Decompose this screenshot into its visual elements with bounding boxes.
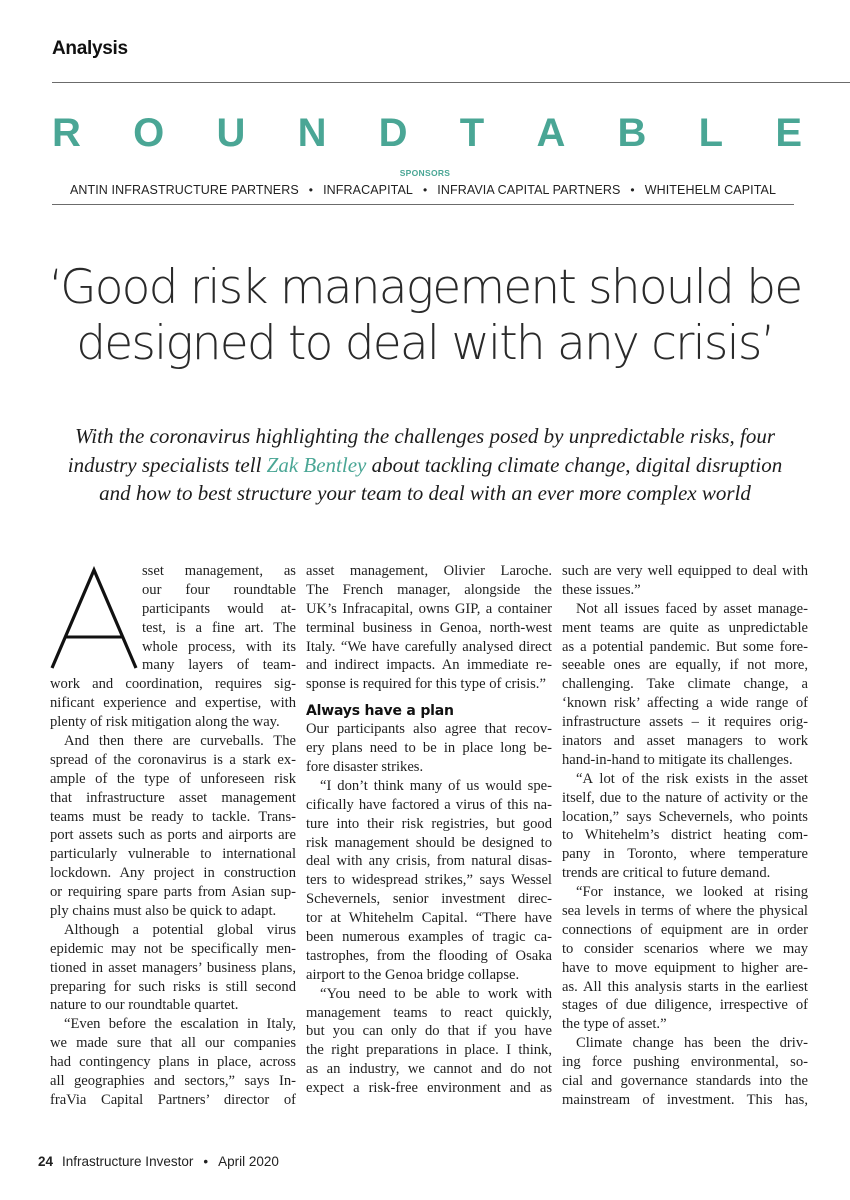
article-text-line: ing force pushing environmental, so- <box>562 1054 808 1071</box>
bullet-separator: • <box>203 1154 209 1169</box>
article-standfirst <box>30 422 820 508</box>
sponsors-label: SPONSORS <box>399 168 451 178</box>
standfirst-line: With the coronavirus highlighting the challenges posed by unpredictable risks, four <box>74 424 776 448</box>
article-text-line: management teams to react quickly, <box>306 1004 552 1021</box>
publication-name: Infrastructure Investor <box>62 1154 194 1169</box>
feature-title-letter: R <box>52 111 81 155</box>
top-divider <box>52 82 850 83</box>
article-text-line: to Whitehelm’s district heating com- <box>562 827 808 844</box>
article-text-line: participants would at- <box>142 600 296 617</box>
article-text-line: inators and asset managers to work <box>562 733 808 750</box>
standfirst-text: industry specialists tell <box>67 452 267 477</box>
article-column-2 <box>306 562 552 1098</box>
article-text-line: all geographies and sectors,” says In- <box>50 1073 296 1090</box>
article-text-line: nature to our roundtable quartet. <box>50 997 239 1014</box>
article-text-line: hand-in-hand to mitigate its challenges. <box>562 751 793 768</box>
article-text-line: work and coordination, requires sig- <box>50 676 296 693</box>
article-text-line: sea levels in terms of where the physical <box>562 903 808 920</box>
article-text-line: to consider scenarios where we may <box>562 940 808 957</box>
article-text-line: ery plans need to be in place long be- <box>306 740 552 757</box>
article-text-line: seeable ones are equally, if not more, <box>562 657 808 674</box>
article-headline <box>0 260 850 372</box>
feature-title-letter: A <box>536 111 566 155</box>
article-text-line: airport to the Genoa bridge collapse. <box>306 966 520 983</box>
article-text-line: whole process, with its <box>142 638 296 655</box>
article-text-line: asset management, Olivier Laroche. <box>306 563 552 579</box>
feature-title-letter: B <box>617 111 647 155</box>
article-text-line: tioned in asset managers’ business plans, <box>50 959 296 976</box>
article-text-line: ply chains must also be quick to adapt. <box>50 903 277 920</box>
article-text-line: mainstream of investment. This has, <box>562 1091 808 1108</box>
article-text-line: fore disaster strikes. <box>306 759 424 776</box>
standfirst-line: and how to best structure your team to deal with an ever more complex world <box>99 481 751 505</box>
article-text-line: particularly vulnerable to international <box>50 846 296 863</box>
article-text-line: sset management, as <box>142 563 296 579</box>
article-text-line: ters to widespread strikes,” says Wessel <box>306 872 552 889</box>
article-text-line: fraVia Capital Partners’ director of <box>50 1091 296 1108</box>
article-text-line: Although a potential global virus <box>64 921 296 938</box>
article-text-line: “For instance, we looked at rising <box>576 884 808 901</box>
article-text-line: itself, due to the nature of activity or the <box>562 789 808 806</box>
article-text-line: that infrastructure asset management <box>50 789 296 806</box>
article-text-line: the right preparations in place. I think, <box>306 1042 552 1059</box>
article-text-line: expect a risk-free environment and as <box>306 1080 552 1097</box>
article-text-line: as a potential pandemic. But some fore- <box>562 638 808 655</box>
article-text-line: Our participants also agree that recov- <box>306 721 552 738</box>
article-text-line: epidemic may not be specifically men- <box>50 940 296 957</box>
article-text-line: been numerous examples of tragic ca- <box>306 929 552 946</box>
bullet-separator: • <box>630 183 635 197</box>
article-text-line: nificant experience and expertise, with <box>50 695 296 712</box>
article-text-line: such are very well equipped to deal with <box>562 563 808 579</box>
feature-title-letter: L <box>698 111 724 155</box>
article-text-line: trends are critical to future demand. <box>562 865 771 882</box>
article-text-line: UK’s Infracapital, owns GIP, a container <box>306 600 552 617</box>
article-text-line: or requiring spare parts from Asian sup- <box>50 884 296 901</box>
article-text-line: deal with any crisis, from natural disas- <box>306 853 552 870</box>
article-column-1 <box>50 562 296 1110</box>
sponsors-list <box>52 183 794 197</box>
article-text-line: ment teams are quite as unpredictable <box>562 619 808 636</box>
article-text-line: plenty of risk mitigation along the way. <box>50 714 280 731</box>
article-text-line: spread of the coronavirus is a stark ex- <box>50 751 296 768</box>
section-label: Analysis <box>52 38 128 59</box>
article-text-line: risk management should be designed to <box>306 834 552 851</box>
article-text-line: The French manager, alongside the <box>306 581 552 598</box>
article-text-line: cifically have factored a virus of this na- <box>306 796 552 813</box>
article-text-line: Schevernels, senior investment direc- <box>306 891 552 908</box>
author-name: Zak Bentley <box>266 452 367 477</box>
article-text-line: have to move equipment to higher are- <box>562 959 808 976</box>
sponsor-name: INFRACAPITAL <box>323 183 413 197</box>
article-text-line: connections of equipment are in order <box>562 921 808 938</box>
article-text-line: Not all issues faced by asset manage- <box>576 600 808 617</box>
article-text-line: stages of due diligence, irrespective of <box>562 997 808 1014</box>
article-text-line: our four roundtable <box>142 581 296 598</box>
article-text-line: sponse is required for this type of crisis.” <box>306 676 546 693</box>
article-text-line: infrastructure assets – it requires orig- <box>562 714 808 731</box>
feature-title-letter: N <box>297 111 327 155</box>
article-text-line: tor at Whitehelm Capital. “There have <box>306 910 552 927</box>
feature-title-letter: D <box>378 111 408 155</box>
article-text-line: Italy. “We have carefully analysed direct <box>306 638 552 655</box>
article-text-line: location,” says Schevernels, who points <box>562 808 808 825</box>
article-text-line: ‘known risk’ affecting a wide range of <box>562 695 808 712</box>
sponsor-name: ANTIN INFRASTRUCTURE PARTNERS <box>69 183 299 197</box>
sponsor-name: WHITEHELM CAPITAL <box>644 183 777 197</box>
page-number: 24 <box>38 1154 54 1169</box>
article-text-line: “You need to be able to work with <box>320 985 552 1002</box>
article-text-line: teams must be ready to tackle. Trans- <box>50 808 296 825</box>
feature-title-letter: T <box>459 111 485 155</box>
article-text-line: as. All this analysis starts in the earliest <box>562 978 808 995</box>
headline-line: ‘Good risk management should be <box>48 260 802 315</box>
standfirst-text: about tackling climate change, digital disruption <box>366 452 783 477</box>
headline-line: designed to deal with any crisis’ <box>76 316 774 371</box>
article-text-line: many layers of team- <box>142 657 296 674</box>
article-text-line: “I don’t think many of us would spe- <box>320 777 552 794</box>
article-text-line: lockdown. Any project in construction <box>50 865 296 882</box>
article-text-line: the type of asset.” <box>562 1016 667 1033</box>
article-text-line: had contingency plans in place, across <box>50 1054 296 1071</box>
feature-title-letter: O <box>133 111 165 155</box>
article-text-line: but you can only do that if you have <box>306 1023 552 1040</box>
article-text-line: “Even before the escalation in Italy, <box>64 1016 296 1033</box>
article-text-line: test, is a fine art. The <box>142 619 296 636</box>
page-footer <box>38 1154 279 1169</box>
article-text-line: preparing for such risks is still second <box>50 978 296 995</box>
article-text-line: tastrophes, from the flooding of Osaka <box>306 947 552 964</box>
bullet-separator: • <box>422 183 428 197</box>
feature-title-letter: U <box>216 111 246 155</box>
article-text-line: port assets such as ports and airports are <box>50 827 296 844</box>
article-text-line: these issues.” <box>562 581 641 598</box>
article-text-line: cial and governance standards into the <box>562 1073 808 1090</box>
article-column-3 <box>562 562 808 1110</box>
article-text-line: ture into their risk registries, but good <box>306 815 552 832</box>
article-text-line: and indirect impacts. An immediate re- <box>306 657 552 674</box>
article-text-line: pany in Toronto, where temperature <box>562 846 808 863</box>
article-text-line: terminal business in Genoa, north-west <box>306 619 552 636</box>
standfirst-line <box>30 451 820 480</box>
article-text-line: as an industry, we cannot and do not <box>306 1061 552 1078</box>
article-subheading: Always have a plan <box>306 703 454 720</box>
article-text-line: Climate change has been the driv- <box>576 1035 808 1052</box>
article-text-line: ample of the type of unforeseen risk <box>50 770 296 787</box>
feature-title-letter: E <box>775 111 802 155</box>
sponsor-name: INFRAVIA CAPITAL PARTNERS <box>437 183 621 197</box>
article-text-line: And then there are curveballs. The <box>64 733 296 750</box>
article-text-line: we made sure that all our companies <box>50 1035 296 1052</box>
issue-date: April 2020 <box>218 1154 279 1169</box>
bullet-separator: • <box>308 183 314 197</box>
feature-title-roundtable <box>52 108 802 158</box>
article-text-line: “A lot of the risk exists in the asset <box>576 770 808 787</box>
sponsors-divider <box>52 204 794 205</box>
article-text-line: challenging. Take climate change, a <box>562 676 808 693</box>
